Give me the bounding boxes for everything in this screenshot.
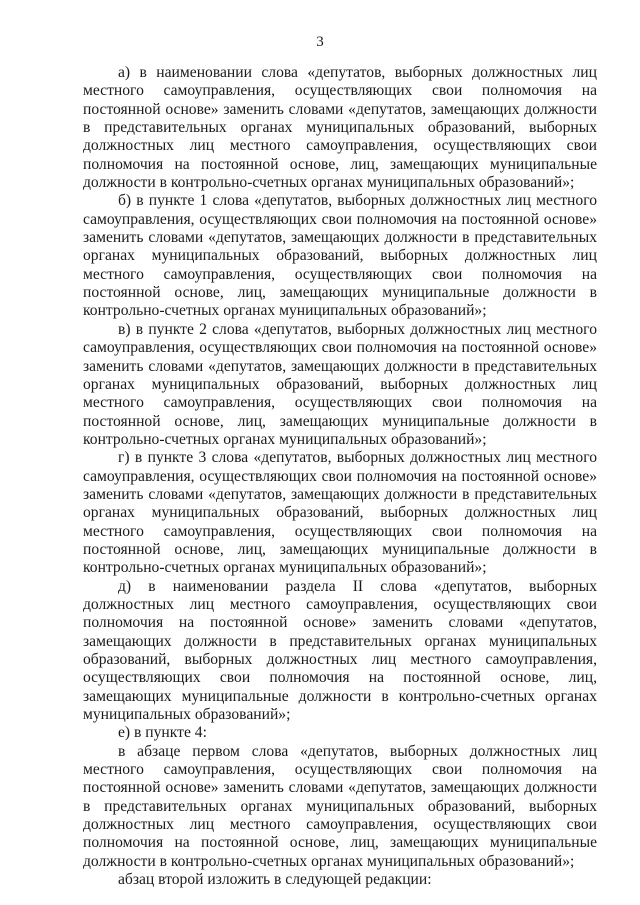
page-number: 3 <box>316 34 324 50</box>
paragraph-item-d: д) в наименовании раздела II слова «депутатов, выборных должностных лиц местного самоуправления, осуществляющих свои полномочия на постоянной основе» заменить словами «депутатов, замещающих должности в представительных органах муниципальных образований, выборных должностных лиц местного самоуправления, осуществляющих свои полномочия на постоянной основе, лиц, замещающих муниципальные должности в контрольно-счетных органах муниципальных образований»; <box>83 577 597 724</box>
document-body <box>83 64 597 889</box>
paragraph-item-e: е) в пункте 4: <box>118 724 207 742</box>
paragraph-item-a: а) в наименовании слова «депутатов, выборных должностных лиц местного самоуправления, осуществляющих свои полномочия на постоянной основе» заменить словами «депутатов, замещающих должности в представительных органах муниципальных образований, выборных должностных лиц местного самоуправления, осуществляющих свои полномочия на постоянной основе, лиц, замещающих муниципальные должности в контрольно-счетных органах муниципальных образований»; <box>83 64 597 192</box>
paragraph-first-indent: в абзаце первом слова «депутатов, выборных должностных лиц местного самоуправления, осуществляющих свои полномочия на постоянной основе» заменить словами «депутатов, замещающих должности в представительных органах муниципальных образований, выборных должностных лиц местного самоуправления, осуществляющих свои полномочия на постоянной основе, лиц, замещающих муниципальные должности в контрольно-счетных органах муниципальных образований»; <box>83 742 597 870</box>
paragraph-item-v: в) в пункте 2 слова «депутатов, выборных должностных лиц местного самоуправления, осуществляющих свои полномочия на постоянной основе» заменить словами «депутатов, замещающих должности в представительных органах муниципальных образований, выборных должностных лиц местного самоуправления, осуществляющих свои полномочия на постоянной основе, лиц, замещающих муниципальные должности в контрольно-счетных органах муниципальных образований»; <box>83 320 597 448</box>
paragraph-item-b: б) в пункте 1 слова «депутатов, выборных должностных лиц местного самоуправления, осуществляющих свои полномочия на постоянной основе» заменить словами «депутатов, замещающих должности в представительных органах муниципальных образований, выборных должностных лиц местного самоуправления, осуществляющих свои полномочия на постоянной основе, лиц, замещающих муниципальные должности в контрольно-счетных органах муниципальных образований»; <box>83 192 597 320</box>
paragraph-second-indent: абзац второй изложить в следующей редакции: <box>118 871 432 889</box>
paragraph-item-g: г) в пункте 3 слова «депутатов, выборных должностных лиц местного самоуправления, осуществляющих свои полномочия на постоянной основе» заменить словами «депутатов, замещающих должности в представительных органах муниципальных образований, выборных должностных лиц местного самоуправления, осуществляющих свои полномочия на постоянной основе, лиц, замещающих муниципальные должности в контрольно-счетных органах муниципальных образований»; <box>83 449 597 577</box>
